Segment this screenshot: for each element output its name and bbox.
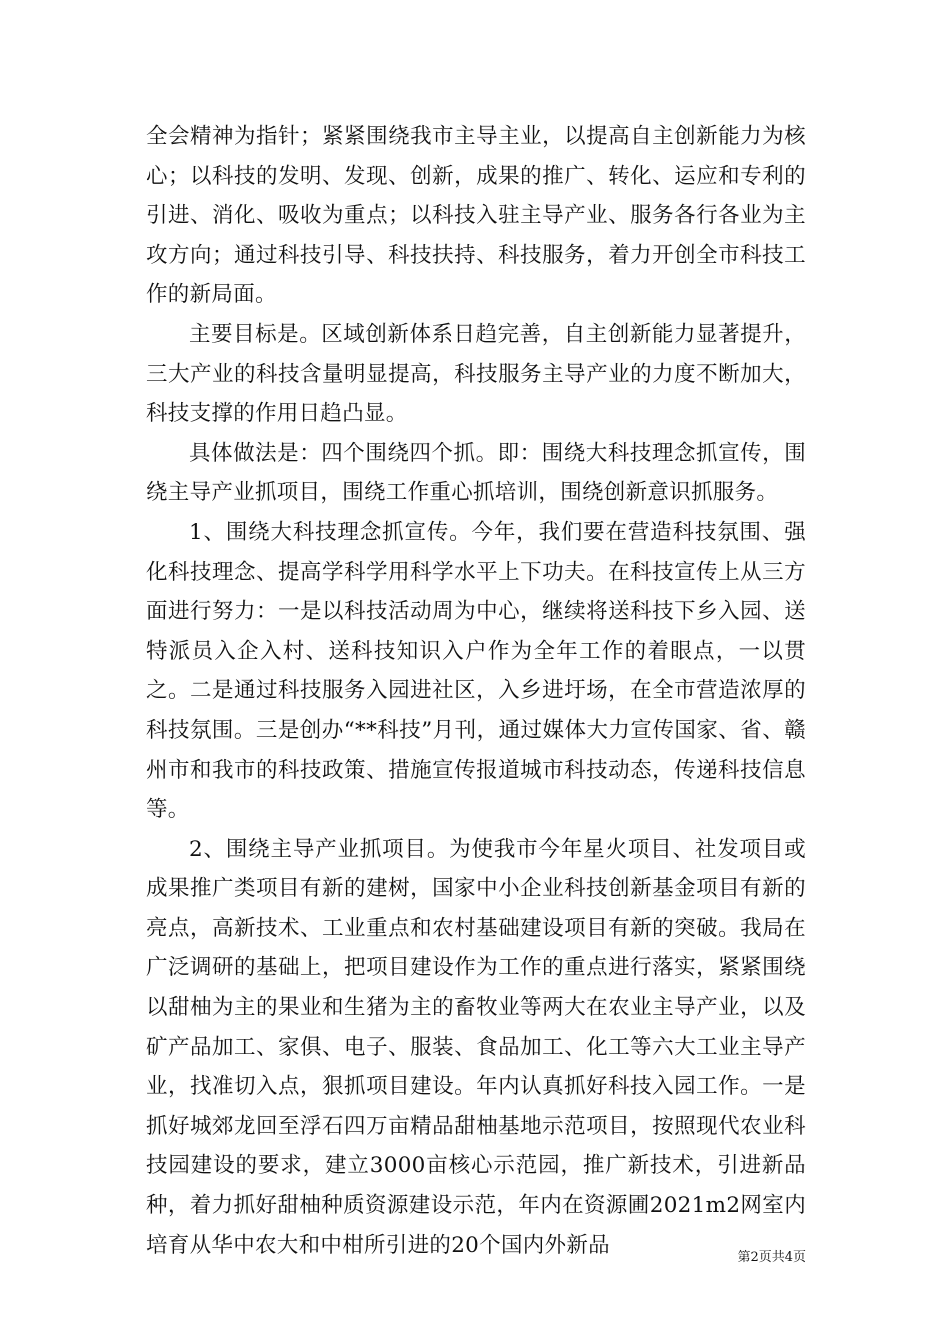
- paragraph-3: 具体做法是：四个围绕四个抓。即：围绕大科技理念抓宣传，围绕主导产业抓项目，围绕工作重心抓培训，围绕创新意识抓服务。: [146, 440, 806, 506]
- paragraph-1: 全会精神为指针；紧紧围绕我市主导主业，以提高自主创新能力为核心；以科技的发明、发现、创新，成果的推广、转化、运应和专利的引进、消化、吸收为重点；以科技入驻主导产业、服务各行各业为主攻方向；通过科技引导、科技扶持、科技服务，着力开创全市科技工作的新局面。: [146, 124, 806, 308]
- paragraph-2: 主要目标是。区域创新体系日趋完善，自主创新能力显著提升，三大产业的科技含量明显提高，科技服务主导产业的力度不断加大，科技支撑的作用日趋凸显。: [146, 321, 806, 427]
- page-number-footer: 第2页共4页: [737, 1250, 806, 1265]
- paragraph-4: 1、围绕大科技理念抓宣传。今年，我们要在营造科技氛围、强化科技理念、提高学科学用科学水平上下功夫。在科技宣传上从三方面进行努力：一是以科技活动周为中心，继续将送科技下乡入园、送特派员入企入村、送科技知识入户作为全年工作的着眼点，一以贯之。二是通过科技服务入园进社区，入乡进圩场，在全市营造浓厚的科技氛围。三是创办“**科技”月刊，通过媒体大力宣传国家、省、赣州市和我市的科技政策、措施宣传报道城市科技动态，传递科技信息等。: [146, 519, 806, 823]
- document-body: [146, 117, 806, 1265]
- paragraph-5: 2、围绕主导产业抓项目。为使我市今年星火项目、社发项目或成果推广类项目有新的建树，国家中小企业科技创新基金项目有新的亮点，高新技术、工业重点和农村基础建设项目有新的突破。我局在广泛调研的基础上，把项目建设作为工作的重点进行落实，紧紧围绕以甜柚为主的果业和生猪为主的畜牧业等两大在农业主导产业，以及矿产品加工、家俱、电子、服装、食品加工、化工等六大工业主导产业，找准切入点，狠抓项目建设。年内认真抓好科技入园工作。一是抓好城郊龙回至浮石四万亩精品甜柚基地示范项目，按照现代农业科技园建设的要求，建立3000亩核心示范园，推广新技术，引进新品种，着力抓好甜柚种质资源建设示范，年内在资源圃2021m2网室内培育从华中农大和中柑所引进的20个国内外新品: [146, 836, 806, 1258]
